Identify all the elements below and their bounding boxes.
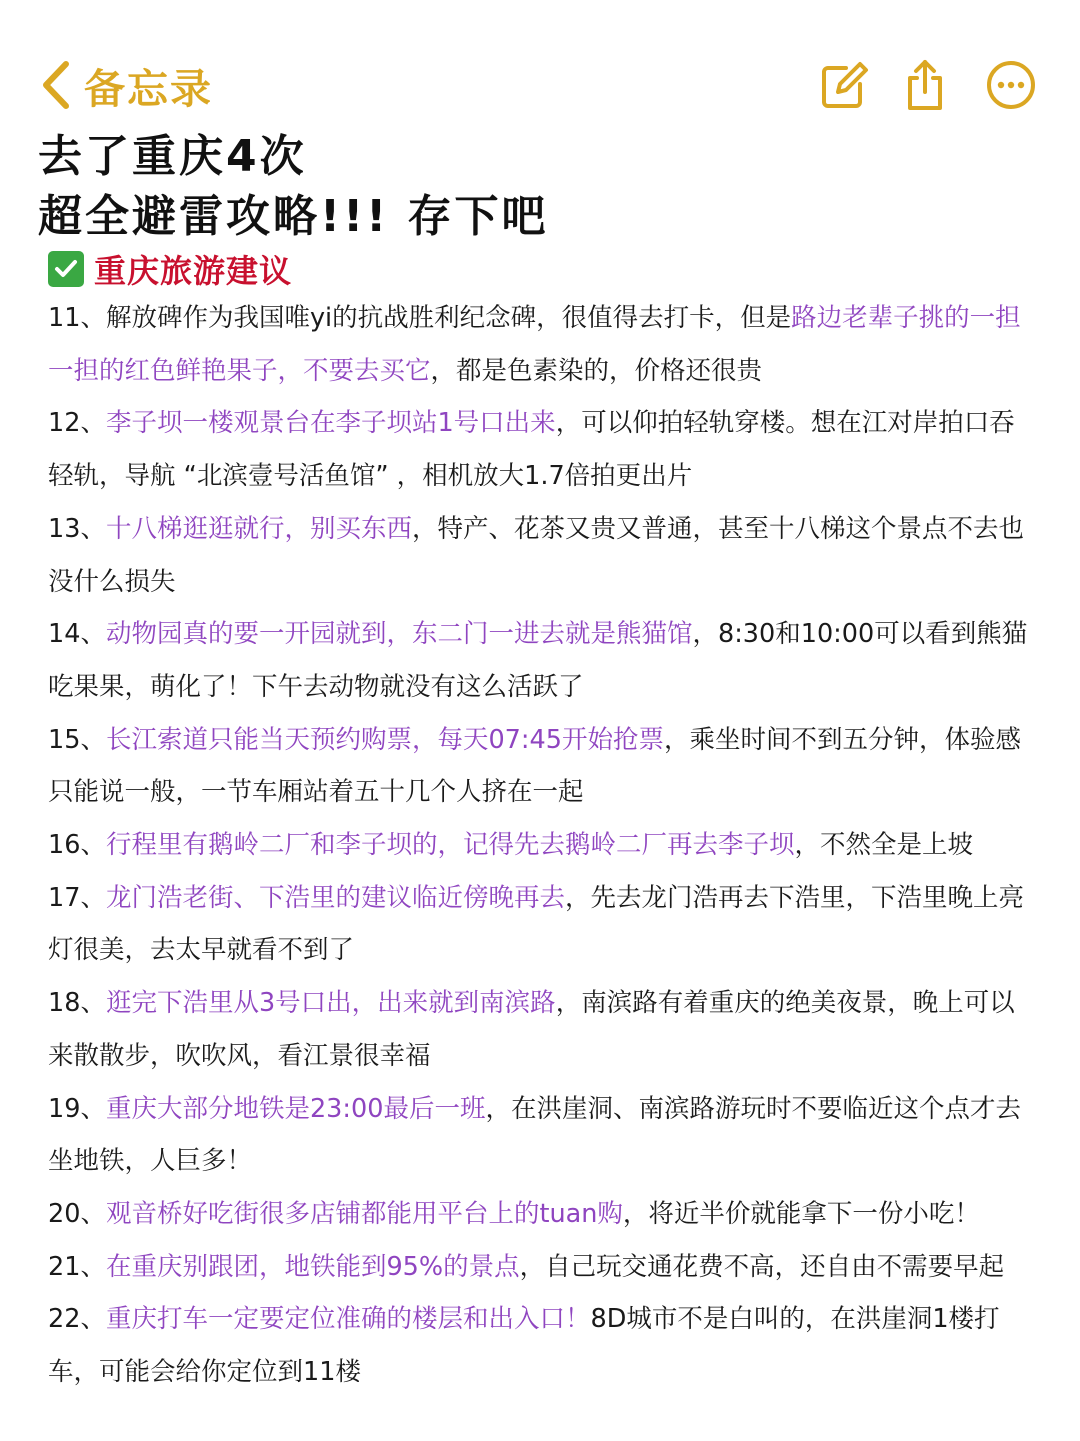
highlighted-text: 观音桥好吃街很多店铺都能用平台上的tuan购 [105, 1198, 623, 1229]
navigation-bar [0, 50, 1080, 120]
more-button[interactable] [984, 58, 1038, 112]
item-number: 14、 [48, 619, 106, 650]
item-text: ，先去龙门浩再去下浩里，下浩里晚上亮灯很美，去太早就看不到了 [48, 882, 1024, 966]
list-item [48, 1083, 1038, 1188]
highlighted-text: 逛完下浩里从3号口出，出来就到南滨路 [105, 988, 556, 1019]
list-item [48, 292, 1038, 397]
more-icon [984, 58, 1038, 112]
list-item [48, 1188, 1038, 1241]
highlighted-text: 李子坝一楼观景台在李子坝站1号口出来 [105, 408, 556, 439]
item-number: 12、 [48, 408, 106, 439]
back-button[interactable] [38, 50, 213, 120]
list-item [48, 819, 1038, 872]
list-item [48, 1293, 1038, 1398]
compose-button[interactable] [816, 58, 870, 112]
item-number: 13、 [48, 513, 106, 544]
highlighted-text: 重庆大部分地铁是23:00最后一班 [105, 1093, 486, 1124]
item-text: ，8:30和10:00可以看到熊猫吃果果，萌化了！下午去动物就没有这么活跃了 [48, 619, 1028, 702]
item-number: 11、 [48, 303, 106, 333]
item-number: 18、 [48, 988, 106, 1019]
item-text: ，自己玩交通花费不高，还自由不需要早起 [519, 1251, 1005, 1282]
list-item [48, 1241, 1038, 1294]
highlighted-text: 重庆打车一定要定位准确的楼层和出入口！ [105, 1304, 591, 1335]
item-text: ，不然全是上坡 [794, 830, 973, 861]
item-number: 21、 [48, 1251, 106, 1282]
item-text: ，在洪崖洞、南滨路游玩时不要临近这个点才去坐地铁，人巨多！ [48, 1093, 1021, 1177]
tips-list [48, 292, 1038, 1399]
checkmark-icon [48, 251, 84, 287]
share-icon [898, 58, 952, 112]
highlighted-text: 行程里有鹅岭二厂和李子坝的，记得先去鹅岭二厂再去李子坝 [105, 830, 795, 861]
item-text: ，将近半价就能拿下一份小吃！ [622, 1198, 980, 1229]
item-number: 17、 [48, 882, 106, 913]
compose-icon [816, 58, 870, 112]
section-title: 重庆旅游建议 [94, 252, 293, 290]
section-heading [48, 246, 292, 292]
back-label: 备忘录 [84, 64, 213, 113]
item-number: 19、 [48, 1093, 106, 1124]
highlighted-text: 在重庆别跟团，地铁能到95%的景点 [105, 1251, 520, 1282]
item-number: 20、 [48, 1198, 106, 1229]
highlighted-text: 龙门浩老街、下浩里的建议临近傍晚再去 [105, 882, 565, 913]
list-item [48, 714, 1038, 819]
highlighted-text: 动物园真的要一开园就到，东二门一进去就是熊猫馆 [105, 619, 693, 650]
list-item [48, 977, 1038, 1082]
note-title-line-1: 去了重庆4次 [38, 131, 307, 182]
highlighted-text: 路边老辈子挑的一担一担的红色鲜艳果子，不要去买它 [48, 303, 1021, 386]
item-text: 8D城市不是白叫的，在洪崖洞1楼打车，可能会给你定位到11楼 [48, 1304, 1000, 1388]
chevron-left-icon [38, 58, 74, 112]
item-text: ，都是色素染的，价格还很贵 [430, 355, 763, 386]
item-text: ，可以仰拍轻轨穿楼。想在江对岸拍口吞轻轨，导航 “北滨壹号活鱼馆” ，相机放大1.7倍拍更出片 [48, 408, 1015, 492]
list-item [48, 503, 1038, 608]
item-text: ，特产、花茶又贵又普通，甚至十八梯这个景点不去也没什么损失 [48, 513, 1024, 597]
item-text: ，南滨路有着重庆的绝美夜景，晚上可以来散散步，吹吹风，看江景很幸福 [48, 988, 1015, 1071]
item-text: ，乘坐时间不到五分钟，体验感只能说一般，一节车厢站着五十几个人挤在一起 [48, 724, 1021, 808]
note-title-line-2: 超全避雷攻略!!! 存下吧 [38, 191, 549, 242]
highlighted-text: 长江索道只能当天预约购票，每天07:45开始抢票 [105, 724, 664, 755]
list-item [48, 397, 1038, 502]
item-text: 解放碑作为我国唯yi的抗战胜利纪念碑，很值得去打卡，但是 [105, 303, 792, 333]
item-number: 15、 [48, 724, 106, 755]
list-item [48, 608, 1038, 713]
highlighted-text: 十八梯逛逛就行，别买东西 [105, 513, 412, 544]
share-button[interactable] [898, 58, 952, 112]
list-item [48, 872, 1038, 977]
item-number: 16、 [48, 830, 106, 861]
item-number: 22、 [48, 1304, 106, 1335]
